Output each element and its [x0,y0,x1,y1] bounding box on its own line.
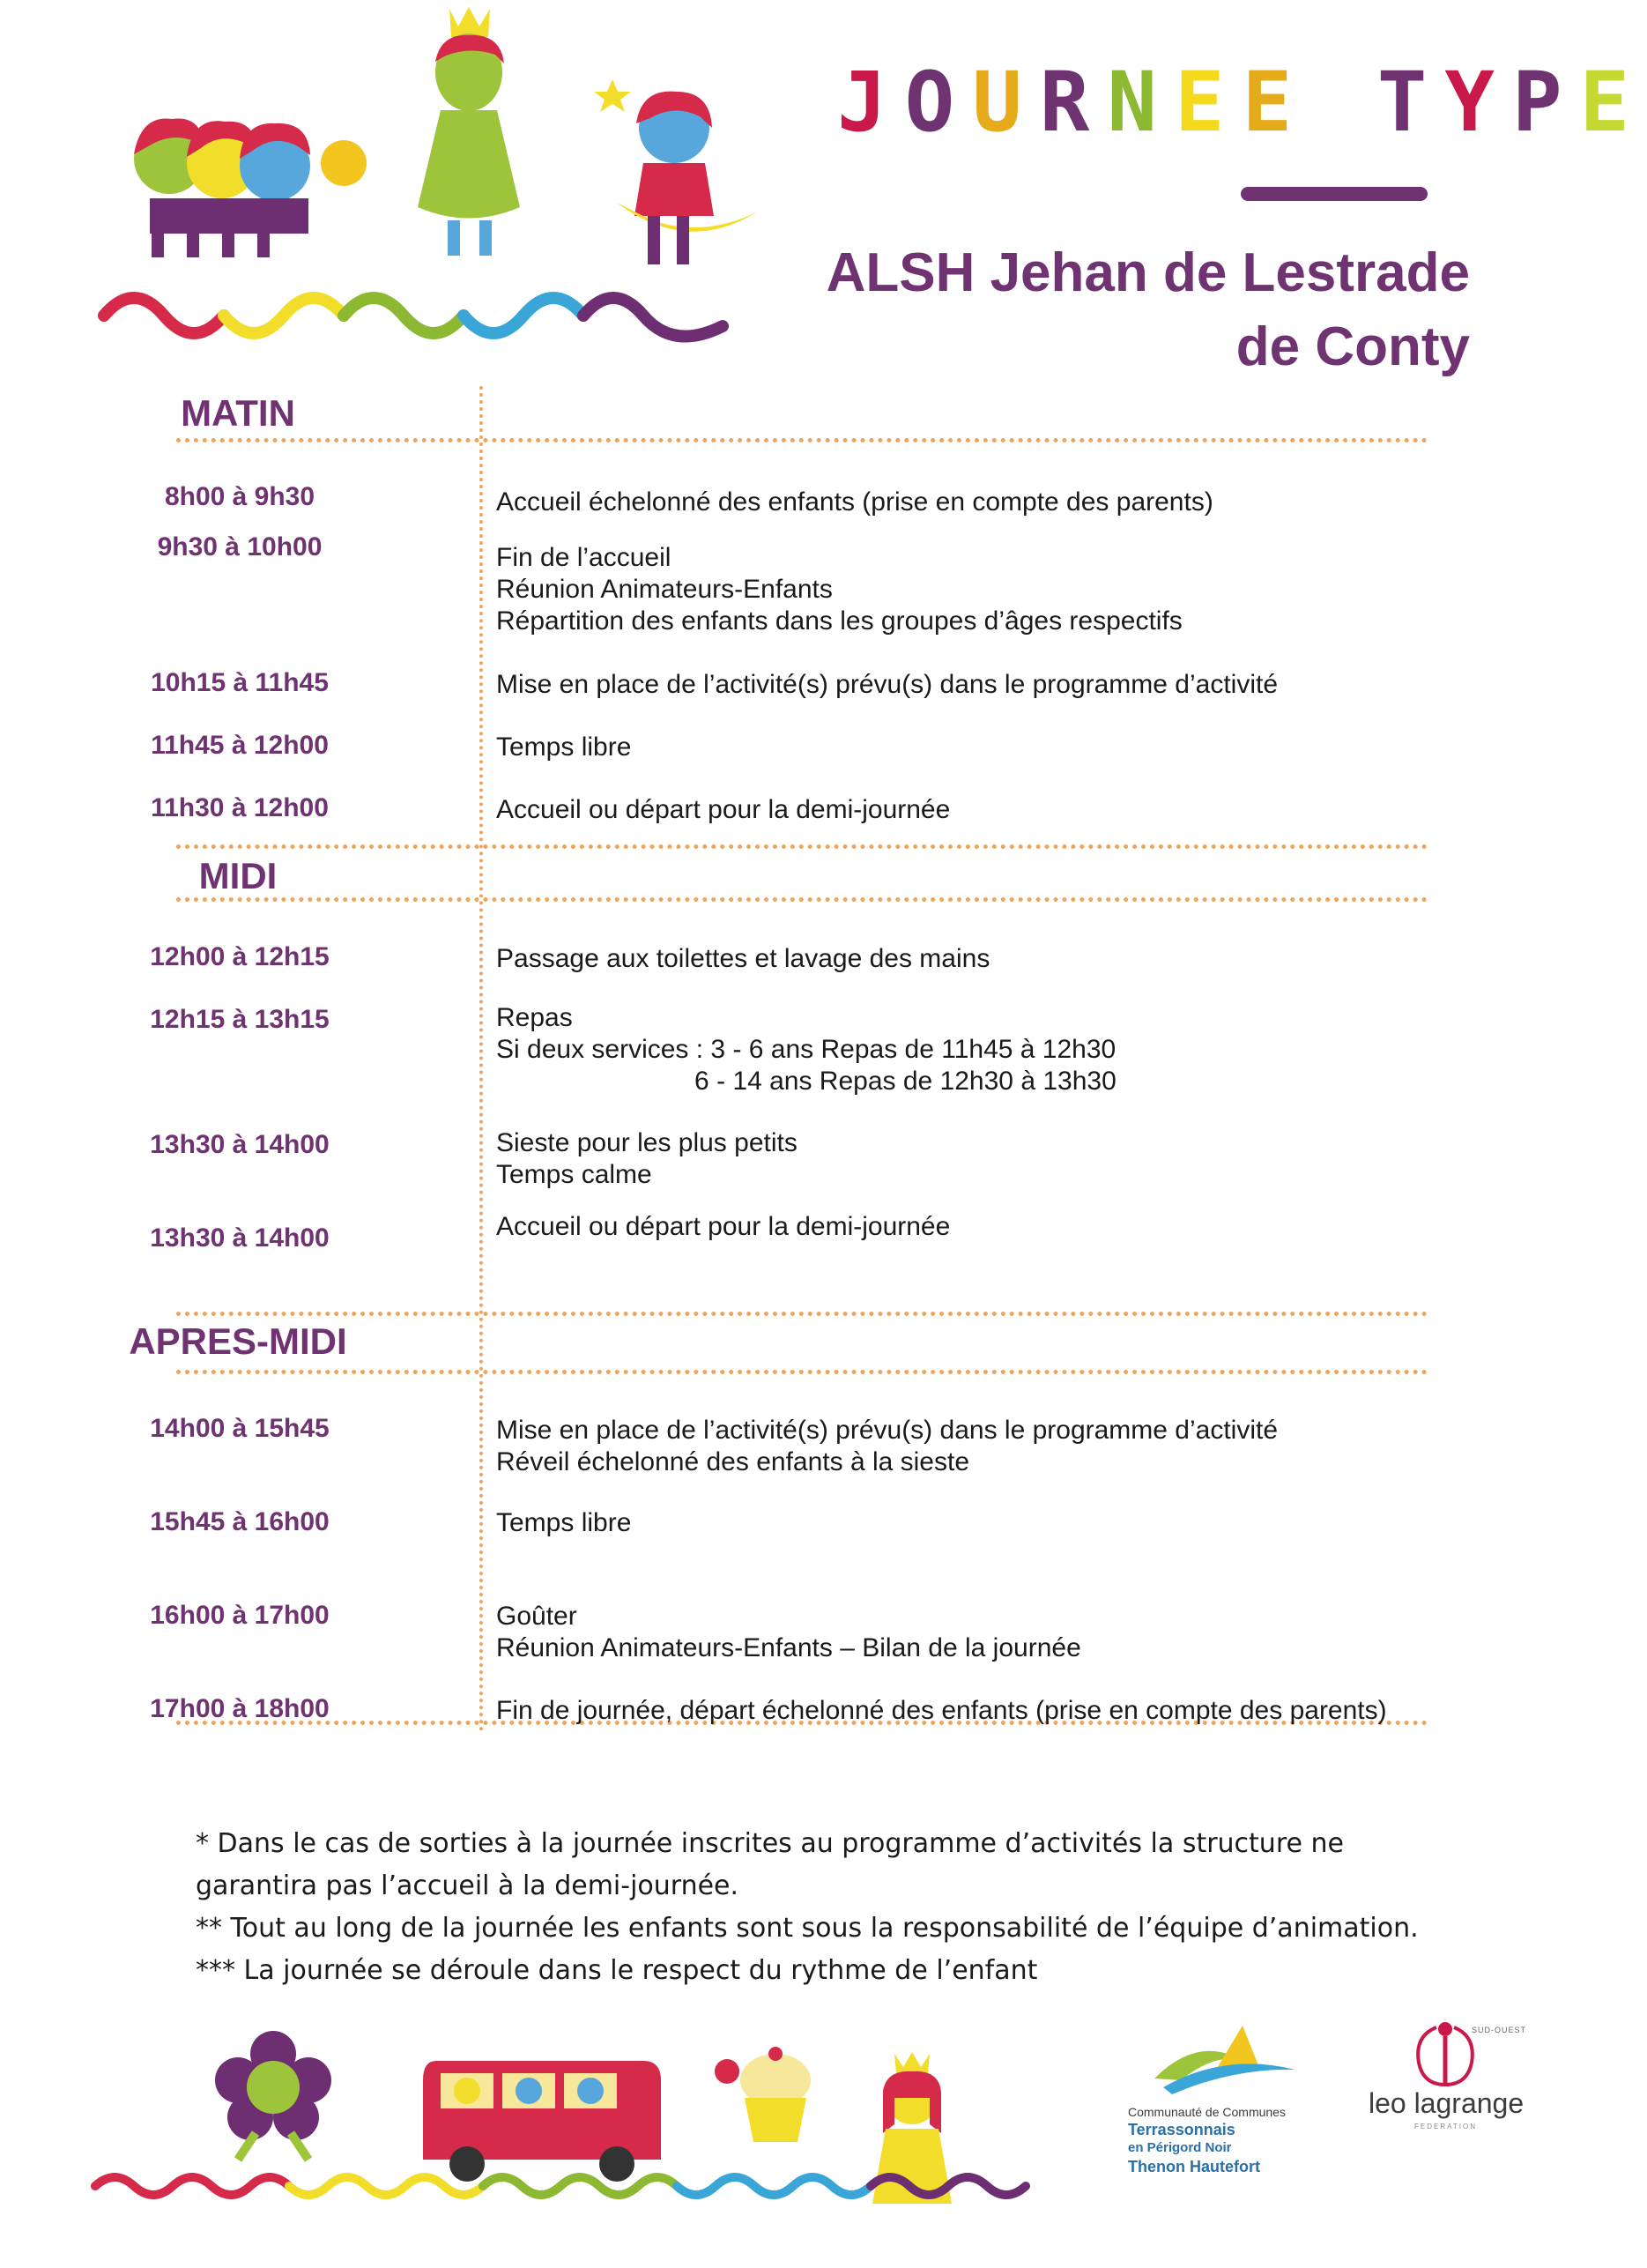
row-description [496,1507,1430,1539]
row-description-line: Fin de journée, départ échelonné des enfants (prise en compte des parents) [496,1696,1387,1725]
row-description-line: Temps libre [496,732,632,762]
row-time: 13h30 à 14h00 [150,1223,330,1253]
row-description-line: Mise en place de l’activité(s) prévu(s) dans le programme d’activité [496,670,1279,699]
row-description [496,1002,1430,1097]
row-description [496,669,1430,701]
row-time: 11h45 à 12h00 [151,731,329,760]
title-letter: Y [1444,55,1512,151]
title-underline [1241,187,1428,201]
footnotes [196,1823,1438,1992]
footnote-2: ** Tout au long de la journée les enfants sont sous la responsabilité de l’équipe d’animation. [196,1913,1419,1944]
row-description-line: Temps libre [496,1508,632,1537]
section-divider [176,897,1428,902]
row-description [496,732,1430,763]
row-description [496,487,1430,518]
title-letter: E [1174,55,1243,151]
header-wave-decoration [104,298,723,337]
row-description-line: Réunion Animateurs-Enfants [496,575,833,604]
title-letter: E [1242,55,1310,151]
title-letter: O [904,55,973,151]
row-description [496,1601,1430,1664]
kids-group-illustration [134,118,367,257]
leo-lagrange-logo [1361,2010,1538,2151]
section-divider [176,1721,1428,1725]
title-letter: P [1511,55,1580,151]
section-divider [176,438,1428,442]
row-description [496,1211,1430,1243]
section-divider [176,1370,1428,1374]
subtitle-line-1: ALSH Jehan de Lestrade [826,242,1470,303]
row-description [496,794,1430,826]
leo-bottom-label: FEDERATION [1414,2123,1477,2130]
row-description-line: 6 - 14 ans Repas de 12h30 à 13h30 [496,1067,1117,1096]
flower-character-illustration [215,2031,331,2160]
section-title: APRES-MIDI [129,1320,347,1362]
row-description-line: Temps calme [496,1160,652,1189]
row-time: 17h00 à 18h00 [150,1694,330,1723]
row-time: 14h00 à 15h45 [150,1414,330,1443]
page-subtitle [758,236,1470,384]
bus-illustration [423,2061,661,2182]
cc-line-3: en Périgord Noir [1128,2140,1232,2155]
row-description-line: Accueil ou départ pour la demi-journée [496,795,951,824]
section-title: MATIN [181,392,295,434]
title-letter [1309,55,1377,151]
row-description [496,1415,1430,1478]
cc-line-4: Thenon Hautefort [1128,2158,1260,2175]
section-divider [176,1312,1428,1316]
row-description-line: Fin de l’accueil [496,543,671,572]
title-letter: E [1579,55,1647,151]
row-time: 13h30 à 14h00 [150,1130,330,1159]
header-illustration [88,0,758,361]
leo-name: leo lagrange [1369,2087,1525,2119]
cupcake-character-illustration [715,2047,811,2142]
section-title: MIDI [198,855,278,896]
girl-on-moon-illustration [594,79,758,264]
row-description [496,943,1430,975]
footer-illustration [88,2019,1110,2221]
section-divider [176,844,1428,849]
row-time: 8h00 à 9h30 [164,482,315,511]
title-letter: R [1039,55,1108,151]
row-description-line: Accueil ou départ pour la demi-journée [496,1212,951,1241]
row-description-line: Passage aux toilettes et lavage des mains [496,944,990,973]
cc-terrassonnais-logo [1128,2017,1322,2184]
row-time: 12h00 à 12h15 [150,942,330,971]
title-letter: T [1376,55,1445,151]
row-description-line: Repas [496,1003,573,1032]
row-description-line: Réunion Animateurs-Enfants – Bilan de la journée [496,1633,1081,1662]
row-time: 10h15 à 11h45 [151,668,329,697]
row-description-line: Goûter [496,1602,577,1631]
title-letter: U [972,55,1040,151]
column-divider [479,386,483,1732]
row-time: 12h15 à 13h15 [150,1005,330,1034]
row-time: 9h30 à 10h00 [157,532,323,561]
row-description [496,542,1430,637]
king-illustration [418,7,520,256]
page-title [837,55,1647,151]
title-letter: J [837,55,905,151]
row-description-line: Répartition des enfants dans les groupes d’âges respectifs [496,606,1183,636]
row-description [496,1127,1430,1191]
cc-line-2: Terrassonnais [1128,2121,1235,2138]
leo-lagrange-emblem [1410,2010,1480,2089]
row-description-line: Réveil échelonné des enfants à la sieste [496,1447,970,1476]
row-description-line: Sieste pour les plus petits [496,1128,798,1157]
cc-line-1: Communauté de Communes [1128,2105,1286,2119]
row-time: 15h45 à 16h00 [150,1507,330,1536]
leo-top-label: SUD-OUEST [1472,2026,1527,2034]
title-letter: N [1107,55,1175,151]
row-description-line: Si deux services : 3 - 6 ans Repas de 11h45 à 12h30 [496,1035,1117,1064]
footnote-3: *** La journée se déroule dans le respect du rythme de l’enfant [196,1955,1038,1986]
row-description-line: Accueil échelonné des enfants (prise en compte des parents) [496,487,1213,517]
subtitle-line-2: de Conty [1235,316,1470,377]
row-description-line: Mise en place de l’activité(s) prévu(s) dans le programme d’activité [496,1416,1279,1445]
row-description [496,1695,1430,1727]
cc-terrassonnais-emblem [1146,2017,1304,2096]
row-time: 16h00 à 17h00 [150,1601,330,1630]
footnote-1: * Dans le cas de sorties à la journée inscrites au programme d’activités la structure ne garantira pas l’accueil à la demi-journée. [196,1828,1344,1901]
row-time: 11h30 à 12h00 [151,793,329,822]
